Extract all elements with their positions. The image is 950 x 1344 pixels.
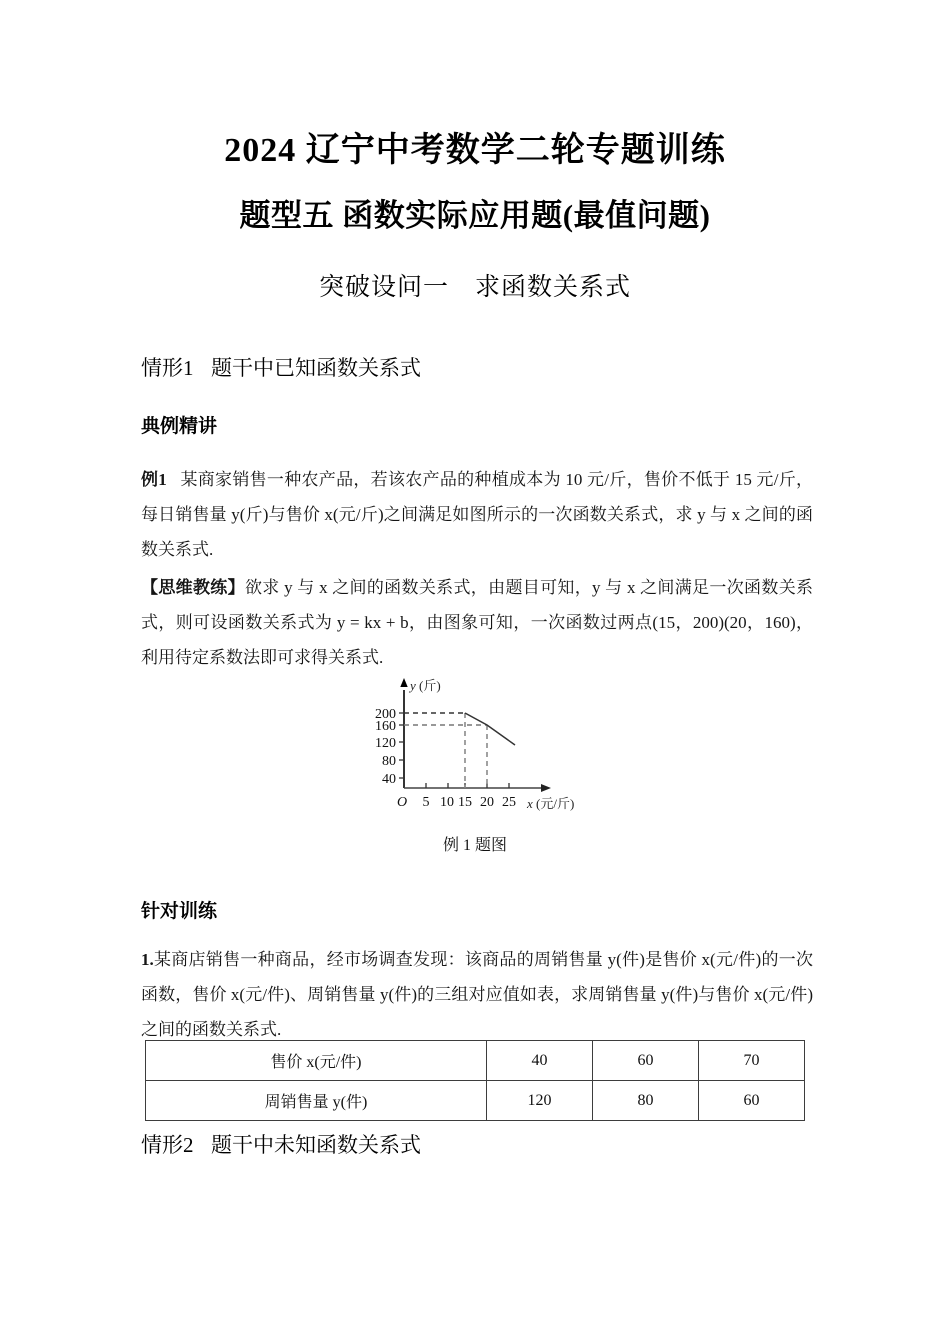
y-axis-label: y [410,678,416,693]
page-title-main: 2024 辽宁中考数学二轮专题训练 [224,132,726,169]
x-axis-label: x [527,796,533,811]
svg-text:25: 25 [502,795,516,810]
svg-text:(斤): (斤) [419,678,441,693]
svg-text:15: 15 [458,795,472,810]
example-1-coach-paragraph [141,570,813,675]
svg-text:160: 160 [375,719,396,734]
table-cell: 80 [593,1081,699,1121]
heading-practice: 针对训练 [141,901,218,922]
heading-situation-1-text: 题干中已知函数关系式 [211,357,422,380]
practice-1-paragraph [141,942,813,1047]
heading-examples: 典例精讲 [141,416,218,437]
table-cell: 60 [593,1041,699,1081]
heading-situation-2-prefix: 情形 [141,1134,183,1157]
example-1-paragraph [141,462,813,567]
table-cell: 120 [486,1081,592,1121]
heading-situation-2-text: 题干中未知函数关系式 [211,1134,422,1157]
heading-situation-2 [141,1129,421,1159]
table-row-label: 周销售量 y(件) [146,1081,487,1121]
svg-text:120: 120 [375,736,396,751]
correspondence-table [145,1040,805,1121]
svg-text:10: 10 [440,795,454,810]
table-row-label: 售价 x(元/件) [146,1041,487,1081]
heading-situation-2-num: 2 [183,1133,194,1157]
coach-body: 欲求 y 与 x 之间的函数关系式，由题目可知，y 与 x 之间满足一次函数关系式，则可设函数关系式为 y = kx + b，由图象可知，一次函数过两点(15，200)(20，160)，利用待定系数法即可求得关系式. [141,578,814,667]
coach-label: 【思维教练】 [141,578,245,597]
example-1-label: 例1 [141,470,167,489]
svg-text:(元/斤): (元/斤) [536,796,575,811]
svg-text:200: 200 [375,707,396,722]
svg-text:O: O [396,795,408,810]
heading-situation-1 [141,352,421,382]
svg-text:80: 80 [382,754,396,769]
table-row [146,1081,805,1121]
svg-text:40: 40 [382,772,396,787]
heading-situation-1-prefix: 情形 [141,357,183,380]
practice-1-number: 1. [141,950,154,969]
figure-caption: 例 1 题图 [442,837,507,854]
svg-text:5: 5 [422,795,430,810]
table-cell: 40 [486,1041,592,1081]
table-cell: 70 [699,1041,805,1081]
practice-1-body: 某商店销售一种商品，经市场调查发现：该商品的周销售量 y(件)是售价 x(元/件)的一次函数，售价 x(元/件)、周销售量 y(件)的三组对应值如表，求周销售量 y(件)与售价 x(元/件)之间的函数关系式. [141,950,813,1039]
page-title-section: 突破设问一 求函数关系式 [318,273,631,301]
table-cell: 60 [699,1081,805,1121]
page-title-sub: 题型五 函数实际应用题(最值问题) [239,198,711,233]
heading-situation-1-num: 1 [183,356,194,380]
table-row [146,1041,805,1081]
svg-text:20: 20 [480,795,494,810]
example-1-body: 某商家销售一种农产品，若该农产品的种植成本为 10 元/斤，售价不低于 15 元/斤，每日销售量 y(斤)与售价 x(元/斤)之间满足如图所示的一次函数关系式，求 y 与 x 之间的函数关系式. [141,470,814,559]
